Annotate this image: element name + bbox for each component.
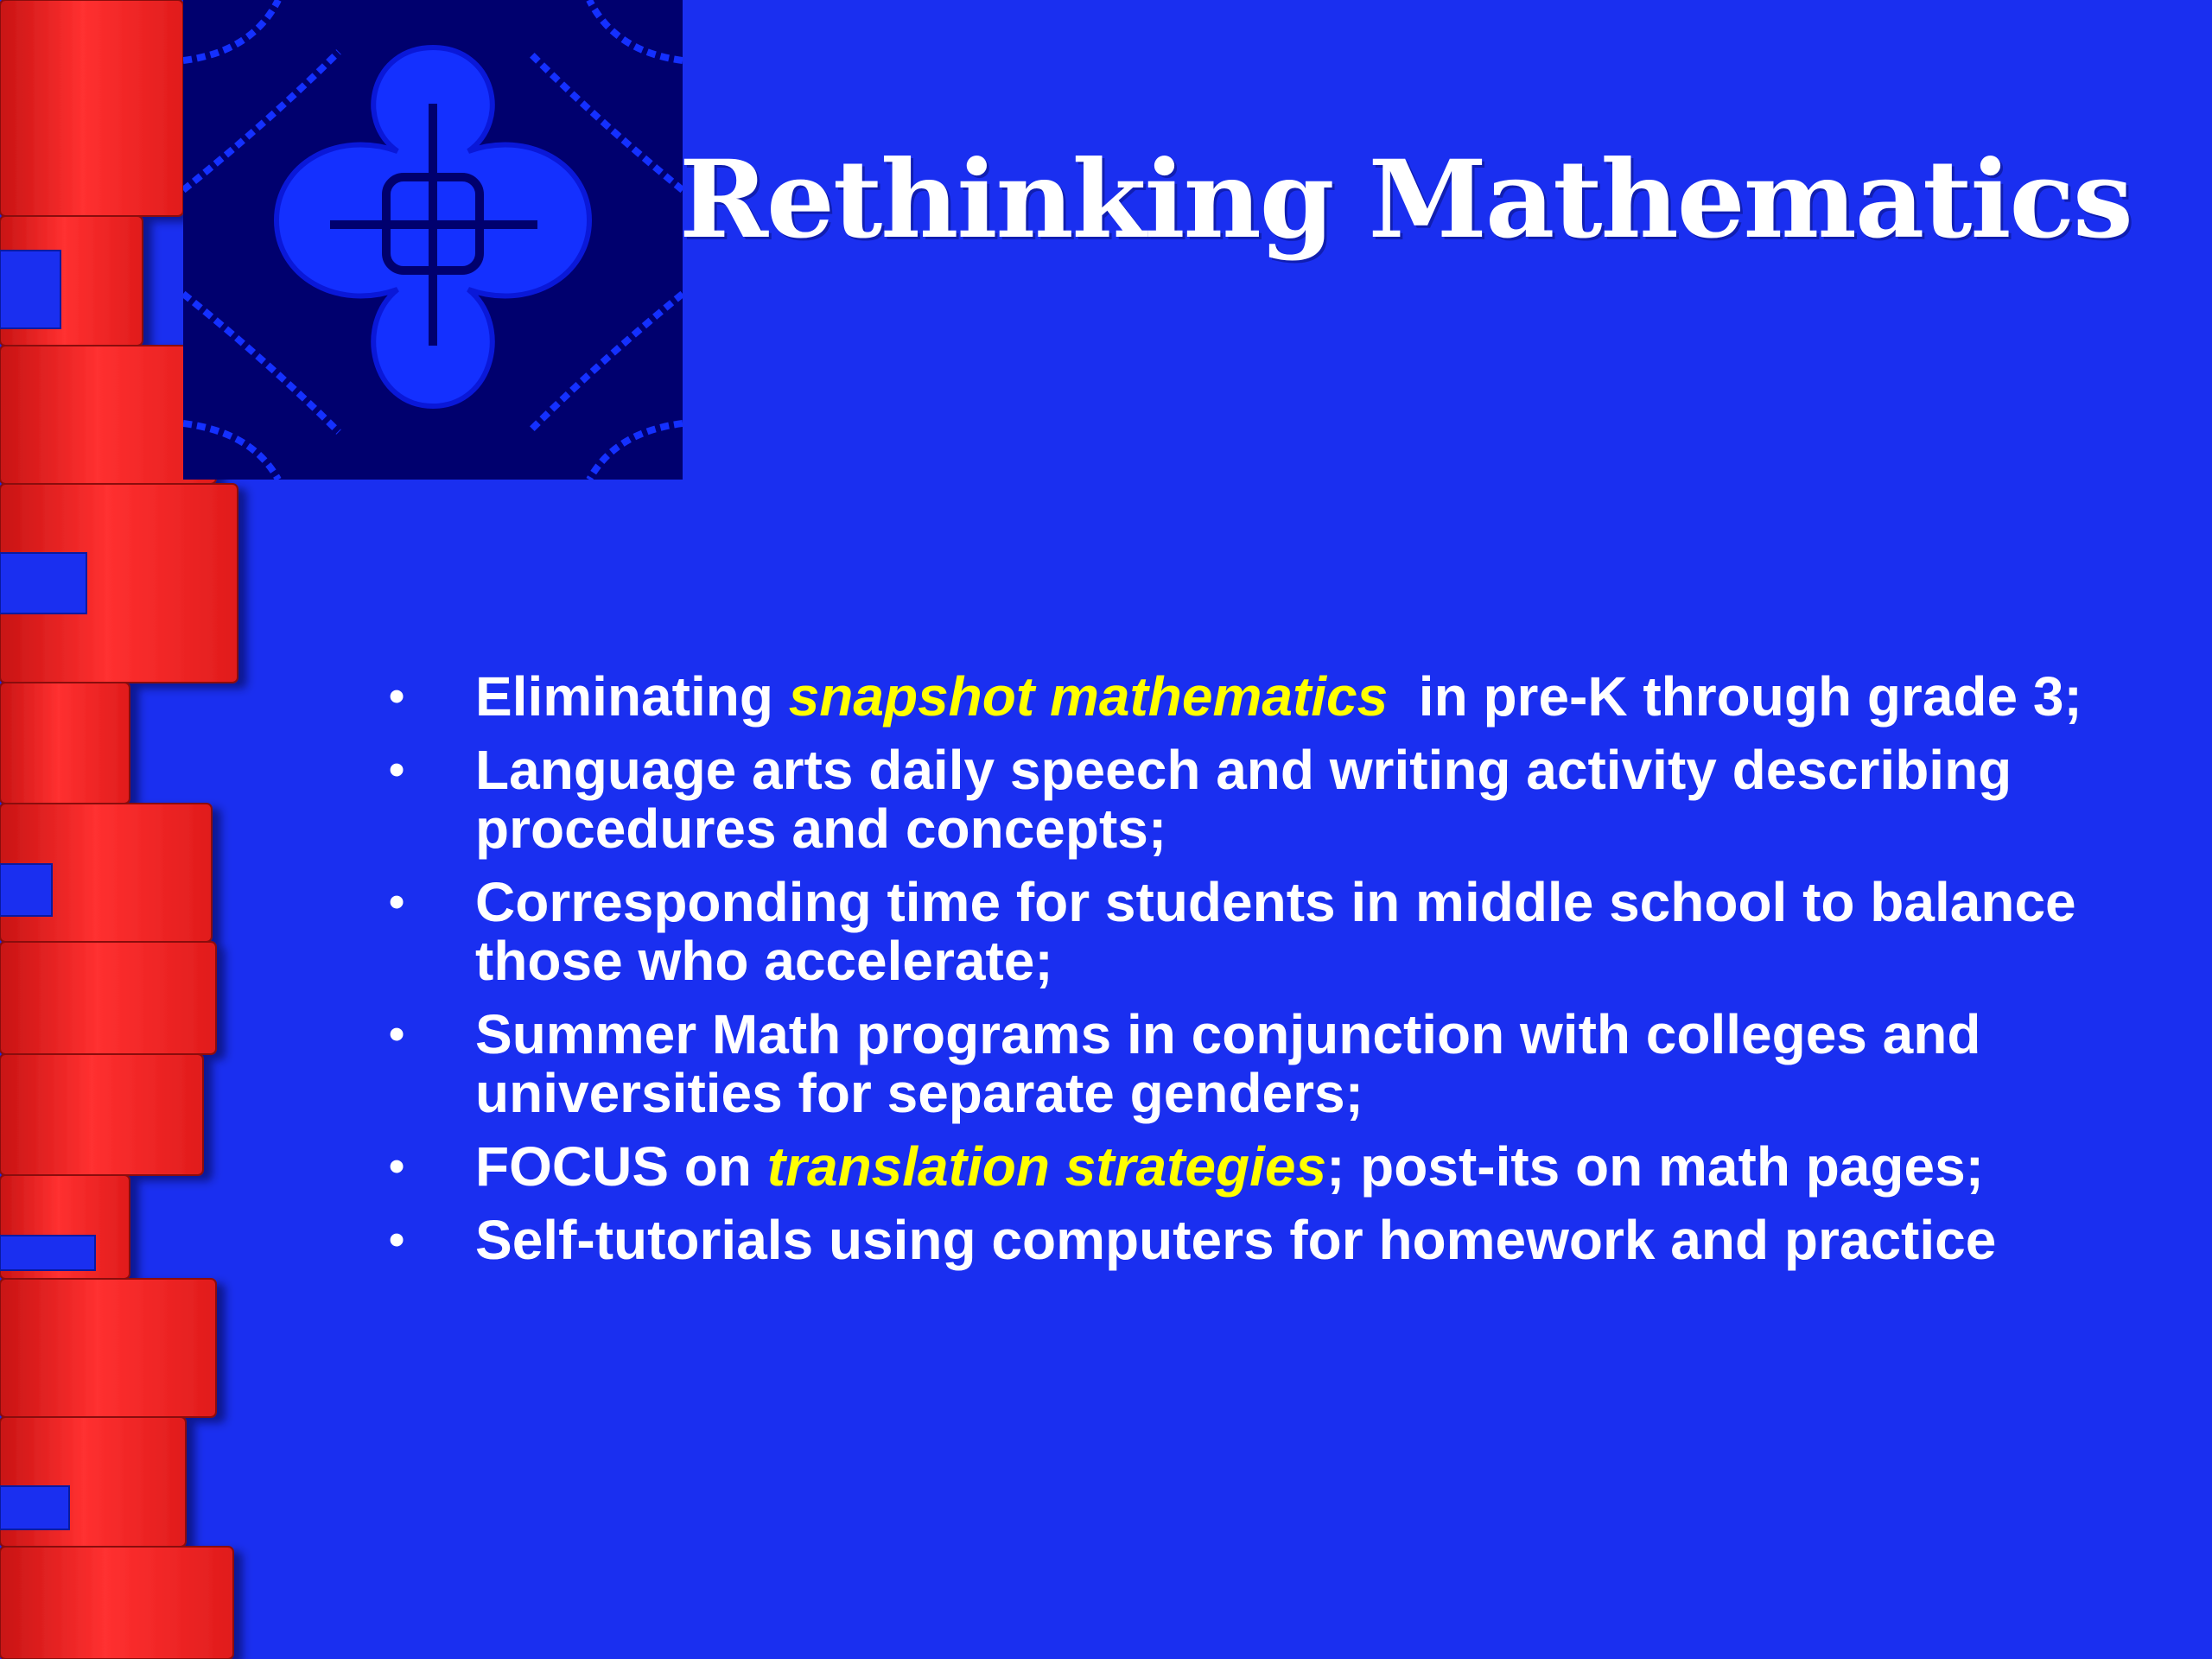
quatrefoil-pattern	[183, 0, 683, 480]
list-item	[389, 741, 2108, 858]
list-item	[389, 667, 2108, 726]
highlight-text: translation strategies	[766, 1135, 1327, 1198]
bullet-list	[389, 667, 2108, 1284]
bullet-dot: •	[389, 745, 405, 795]
bullet-dot: •	[389, 671, 405, 721]
list-item	[389, 1005, 2108, 1122]
bullet-text: Self-tutorials using computers for homework and practice	[475, 1209, 1997, 1271]
bullet-dot: •	[389, 1141, 405, 1192]
list-item	[389, 873, 2108, 990]
list-item	[389, 1211, 2108, 1269]
slide-title: Rethinking Mathematics	[679, 137, 2132, 263]
bullet-dot: •	[389, 877, 405, 927]
highlight-text: snapshot mathematics	[788, 665, 1389, 728]
bullet-dot: •	[389, 1215, 405, 1265]
list-item	[389, 1137, 2108, 1196]
bullet-text: Language arts daily speech and writing activity describing procedures and concepts;	[475, 739, 2012, 860]
bullet-text: in pre-K through grade 3;	[1388, 665, 2082, 728]
bullet-text: Corresponding time for students in middle school to balance those who accelerate;	[475, 871, 2076, 992]
bullet-text: FOCUS on	[475, 1135, 767, 1198]
bullet-text: Summer Math programs in conjunction with colleges and universities for separate genders;	[475, 1003, 1981, 1124]
bullet-text: Eliminating	[475, 665, 789, 728]
bullet-dot: •	[389, 1009, 405, 1059]
bullet-text: ; post-its on math pages;	[1326, 1135, 1984, 1198]
corner-pattern-tile	[183, 0, 683, 480]
